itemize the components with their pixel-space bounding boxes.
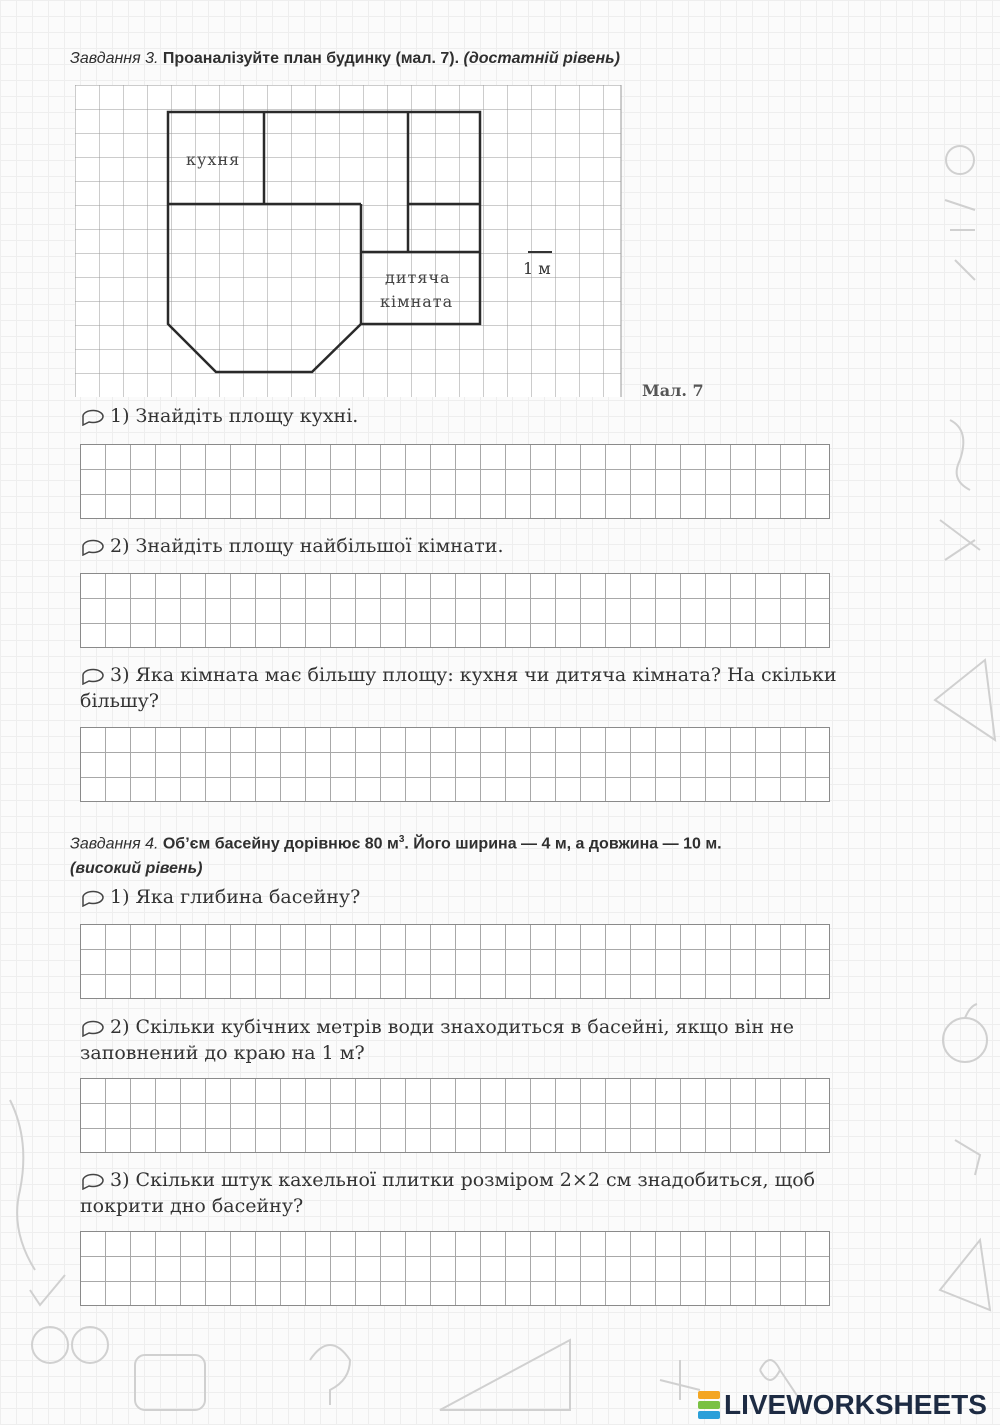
- task4-title: [70, 834, 722, 853]
- task3-title: [70, 50, 620, 68]
- house-plan: [75, 85, 625, 401]
- liveworksheets-logo[interactable]: [698, 1388, 987, 1422]
- task3-level: (достатній рівень): [463, 50, 620, 67]
- task4-text-2: . Його ширина — 4 м, а довжина — 10 м.: [404, 835, 722, 853]
- figure-label: Мал. 7: [642, 381, 704, 400]
- answer-grid-task4-q1[interactable]: [80, 924, 830, 999]
- speech-bubble-icon: [80, 667, 106, 685]
- scale-bar: [520, 248, 570, 280]
- task4-level: [70, 860, 202, 878]
- question-text: 3) Скільки штук кахельної плитки розміром 2×2 см знадобиться, щоб покрити дно басейну?: [80, 1169, 816, 1217]
- logo-bar-green: [698, 1401, 720, 1409]
- task3-question-2: [80, 533, 850, 559]
- house-plan-svg: [75, 85, 625, 397]
- answer-grid-task4-q3[interactable]: [80, 1231, 830, 1306]
- question-text: 3) Яка кімната має більшу площу: кухня чи дитяча кімната? На скільки більшу?: [80, 664, 837, 712]
- task3-number: Завдання 3.: [70, 50, 159, 67]
- question-text: 1) Знайдіть площу кухні.: [110, 405, 359, 427]
- task4-number: Завдання 4.: [70, 835, 159, 853]
- logo-bar-orange: [698, 1391, 720, 1399]
- logo-bar-blue: [698, 1411, 720, 1419]
- question-text: 2) Знайдіть площу найбільшої кімнати.: [110, 535, 504, 557]
- answer-grid-task3-q1[interactable]: [80, 444, 830, 519]
- task3-text: Проаналізуйте план будинку (мал. 7).: [162, 50, 460, 67]
- task4-level-text: (високий рівень): [70, 860, 203, 877]
- logo-mark-icon: [698, 1391, 720, 1419]
- children-room-label-1: дитяча: [385, 268, 451, 287]
- task3-question-1: [80, 403, 850, 429]
- question-text: 2) Скільки кубічних метрів води знаходиться в басейні, якщо він не заповнений до краю на 1 м?: [80, 1016, 794, 1064]
- speech-bubble-icon: [80, 538, 106, 556]
- task4-question-3: [80, 1167, 850, 1219]
- answer-grid-task3-q2[interactable]: [80, 573, 830, 648]
- task3-question-3: [80, 662, 850, 714]
- answer-grid-task3-q3[interactable]: [80, 727, 830, 802]
- scale-label: 1 м: [523, 259, 551, 278]
- speech-bubble-icon: [80, 1019, 106, 1037]
- task4-sup: 3: [398, 834, 405, 845]
- children-room-label-2: кімната: [380, 292, 454, 311]
- logo-text: LIVEWORKSHEETS: [724, 1389, 987, 1420]
- task4-text-1: Об’єм басейну дорівнює 80 м: [162, 835, 399, 853]
- speech-bubble-icon: [80, 1172, 106, 1190]
- kitchen-label: кухня: [186, 150, 241, 169]
- answer-grid-task4-q2[interactable]: [80, 1078, 830, 1153]
- question-text: 1) Яка глибина басейну?: [110, 886, 361, 908]
- task4-question-1: [80, 884, 850, 910]
- speech-bubble-icon: [80, 408, 106, 426]
- speech-bubble-icon: [80, 889, 106, 907]
- task4-question-2: [80, 1014, 850, 1066]
